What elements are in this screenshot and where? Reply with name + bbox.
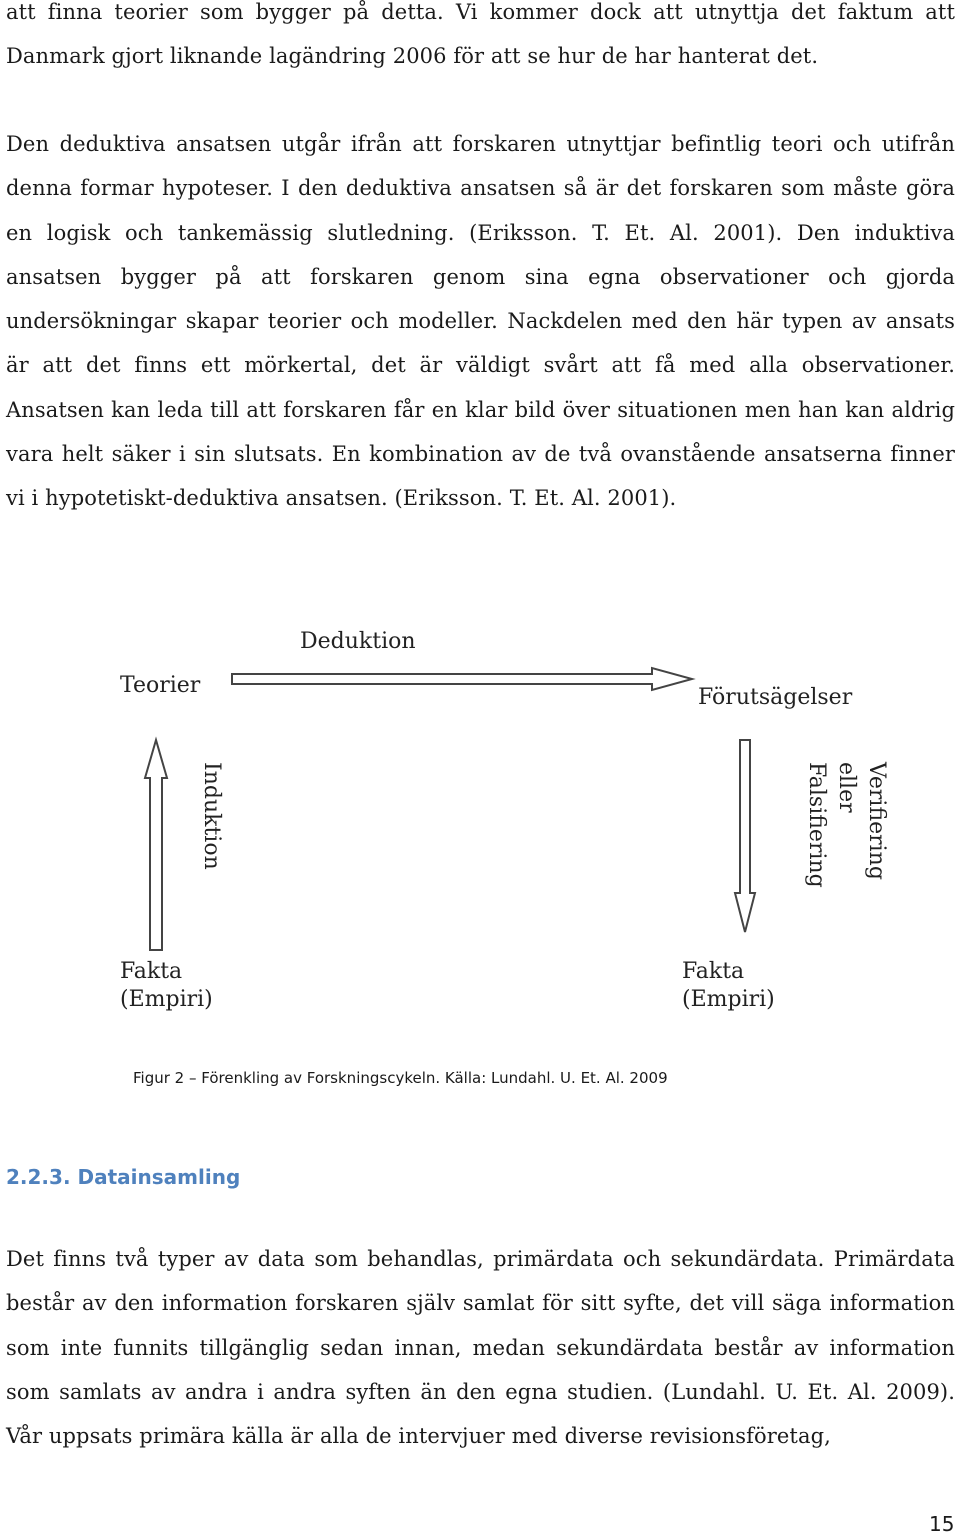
teorier-label: Teorier: [120, 673, 201, 698]
page-number: 15: [929, 1512, 955, 1536]
verifiering-arrow: [735, 740, 755, 932]
induktion-label: Induktion: [199, 762, 224, 870]
paragraph-deduktiva-ansatsen: Den deduktiva ansatsen utgår ifrån att forskaren utnyttjar befintlig teori och utifrån denna formar hypoteser. I den deduktiva ansatsen så är det forskaren som måste göra en logisk och tankemässig slutledning. (Eriksson. T. Et. Al. 2001). Den induktiva ansatsen bygger på att forskaren genom sina egna observationer och gjorda undersökningar skapar teorier och modeller. Nackdelen med den här typen av ansats är att det finns ett mörkertal, det är väldigt svårt att få med alla observationer. Ansatsen kan leda till att forskaren får en klar bild över situationen men han kan aldrig vara helt säker i sin slutsats. En kombination av de två ovanstående ansatserna finner vi i hypotetiskt-deduktiva ansatsen. (Eriksson. T. Et. Al. 2001).: [6, 132, 955, 511]
verifiering-label-line3: Falsifiering: [804, 762, 829, 888]
fakta-left-line1: Fakta: [120, 959, 183, 984]
induktion-arrow: [145, 740, 167, 950]
fakta-right-line1: Fakta: [682, 959, 745, 984]
deduktion-arrow: [232, 668, 692, 690]
section-heading: 2.2.3. Datainsamling: [6, 1165, 241, 1189]
fakta-right-line2: (Empiri): [682, 987, 775, 1012]
verifiering-label-line1: Verifiering: [864, 762, 889, 880]
deduktion-label: Deduktion: [300, 629, 416, 654]
paragraph-intro: att finna teorier som bygger på detta. Vi kommer dock att utnyttja det faktum att Danmark gjort liknande lagändring 2006 för att se hur de har hanterat det.: [6, 0, 955, 69]
fakta-left-line2: (Empiri): [120, 987, 213, 1012]
verifiering-label-line2: eller: [834, 762, 859, 813]
figure-caption: Figur 2 – Förenkling av Forskningscykeln. Källa: Lundahl. U. Et. Al. 2009: [133, 1069, 668, 1087]
forutsagelser-label: Förutsägelser: [698, 685, 853, 710]
paragraph-datainsamling: Det finns två typer av data som behandlas, primärdata och sekundärdata. Primärdata består av den information forskaren själv samlat för sitt syfte, det vill säga information som inte funnits tillgänglig sedan innan, medan sekundärdata består av information som samlats av andra i andra syften än den egna studien. (Lundahl. U. Et. Al. 2009). Vår uppsats primära källa är alla de intervjuer med diverse revisionsföretag,: [6, 1247, 955, 1449]
